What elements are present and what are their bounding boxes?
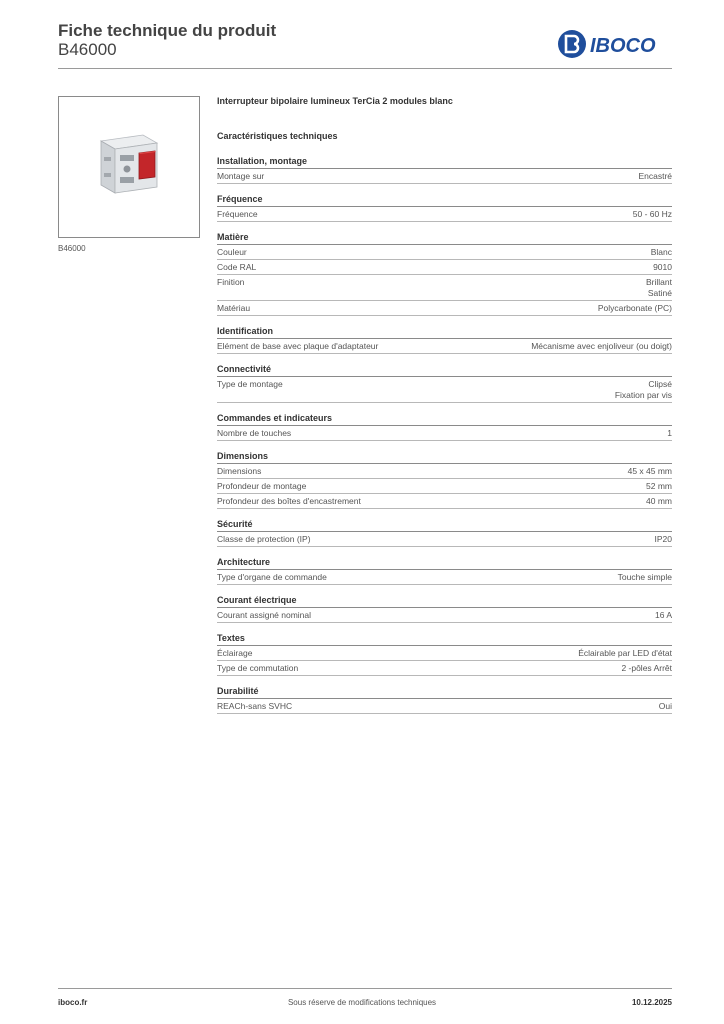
spec-value-line: 16 A xyxy=(654,610,672,620)
spec-row xyxy=(217,245,672,260)
spec-value-line: 50 - 60 Hz xyxy=(632,209,672,219)
spec-section xyxy=(217,155,672,184)
spec-label: Profondeur des boîtes d'encastrement xyxy=(217,496,361,506)
spec-value xyxy=(618,572,672,583)
spec-value xyxy=(653,262,672,273)
spec-value xyxy=(659,701,672,712)
spec-section-title: Fréquence xyxy=(217,193,672,207)
spec-row xyxy=(217,661,672,676)
spec-row xyxy=(217,301,672,316)
spec-value xyxy=(628,466,672,477)
spec-section xyxy=(217,325,672,354)
spec-value-line: Touche simple xyxy=(617,572,672,582)
spec-section xyxy=(217,231,672,316)
spec-section xyxy=(217,363,672,403)
spec-label: Type de commutation xyxy=(217,663,299,673)
spec-section xyxy=(217,594,672,623)
footer-date: 10.12.2025 xyxy=(631,998,672,1007)
spec-value-line: Encastré xyxy=(638,171,672,181)
spec-section-title: Courant électrique xyxy=(217,594,672,608)
spec-value-line: 9010 xyxy=(653,262,672,272)
spec-section-title: Identification xyxy=(217,325,672,339)
spec-section-title: Sécurité xyxy=(217,518,672,532)
footer-website: iboco.fr xyxy=(58,998,88,1007)
spec-row xyxy=(217,207,672,222)
spec-value xyxy=(633,209,672,220)
spec-value xyxy=(655,610,672,621)
spec-row xyxy=(217,570,672,585)
spec-label: Type de montage xyxy=(217,379,283,389)
spec-label: Nombre de touches xyxy=(217,428,292,438)
spec-label: Matériau xyxy=(217,303,251,313)
spec-value xyxy=(655,534,673,545)
spec-value xyxy=(646,481,672,492)
spec-label: Montage sur xyxy=(217,171,265,181)
spec-section-title: Durabilité xyxy=(217,685,672,699)
spec-row xyxy=(217,339,672,354)
spec-value-line: Satiné xyxy=(647,288,672,298)
spec-row xyxy=(217,275,672,301)
specs-title: Caractéristiques techniques xyxy=(217,131,338,141)
spec-section-title: Connectivité xyxy=(217,363,672,377)
spec-value xyxy=(598,303,672,314)
spec-value-line: Éclairable par LED d'état xyxy=(578,648,672,658)
header-divider xyxy=(58,68,672,69)
spec-label: Classe de protection (IP) xyxy=(217,534,311,544)
spec-section xyxy=(217,632,672,676)
spec-value xyxy=(646,496,672,507)
image-caption: B46000 xyxy=(58,244,86,253)
spec-section xyxy=(217,556,672,585)
spec-section-title: Matière xyxy=(217,231,672,245)
spec-row xyxy=(217,608,672,623)
spec-value-line: Blanc xyxy=(650,247,672,257)
spec-section xyxy=(217,412,672,441)
spec-label: Type d'organe de commande xyxy=(217,572,327,582)
footer-disclaimer: Sous réserve de modifications techniques xyxy=(287,998,437,1007)
spec-value xyxy=(667,428,672,439)
spec-section-title: Architecture xyxy=(217,556,672,570)
spec-value-line: Fixation par vis xyxy=(614,390,672,400)
spec-value-line: IP20 xyxy=(654,534,672,544)
spec-section-title: Commandes et indicateurs xyxy=(217,412,672,426)
spec-value-line: 40 mm xyxy=(646,496,672,506)
spec-value xyxy=(651,247,672,258)
spec-label: Finition xyxy=(217,277,245,287)
spec-value xyxy=(646,277,672,299)
spec-label: Éclairage xyxy=(217,648,253,658)
spec-value-line: 52 mm xyxy=(646,481,672,491)
spec-row xyxy=(217,260,672,275)
spec-row xyxy=(217,464,672,479)
spec-value xyxy=(615,379,672,401)
spec-value xyxy=(531,341,672,352)
footer-divider xyxy=(58,988,672,989)
spec-label: Profondeur de montage xyxy=(217,481,307,491)
spec-label: Fréquence xyxy=(217,209,258,219)
spec-row xyxy=(217,646,672,661)
spec-row xyxy=(217,169,672,184)
spec-value xyxy=(638,171,672,182)
spec-value xyxy=(578,648,672,659)
spec-section-title: Dimensions xyxy=(217,450,672,464)
spec-label: Code RAL xyxy=(217,262,257,272)
spec-label: Dimensions xyxy=(217,466,262,476)
spec-label: Couleur xyxy=(217,247,247,257)
spec-row xyxy=(217,532,672,547)
product-code: B46000 xyxy=(58,40,117,59)
product-image xyxy=(58,96,200,238)
spec-value-line: 45 x 45 mm xyxy=(627,466,672,476)
spec-value-line: 1 xyxy=(667,428,672,438)
spec-section xyxy=(217,685,672,714)
spec-row xyxy=(217,426,672,441)
spec-value-line: Oui xyxy=(658,701,672,711)
spec-section xyxy=(217,193,672,222)
spec-value-line: 2 -pôles Arrêt xyxy=(621,663,672,673)
spec-section-title: Textes xyxy=(217,632,672,646)
spec-value-line: Mécanisme avec enjoliveur (ou doigt) xyxy=(531,341,672,351)
spec-row xyxy=(217,699,672,714)
switch-illustration xyxy=(59,97,201,239)
page-title: Fiche technique du produit xyxy=(58,21,277,40)
spec-row xyxy=(217,479,672,494)
iboco-logo xyxy=(557,28,675,60)
spec-section xyxy=(217,450,672,509)
spec-row xyxy=(217,494,672,509)
brand-wordmark: IBOCO xyxy=(590,35,656,57)
spec-value-line: Polycarbonate (PC) xyxy=(597,303,672,313)
spec-label: Courant assigné nominal xyxy=(217,610,312,620)
spec-value xyxy=(621,663,672,674)
spec-row xyxy=(217,377,672,403)
spec-value-line: Clipsé xyxy=(648,379,672,389)
spec-section xyxy=(217,518,672,547)
spec-section-title: Installation, montage xyxy=(217,155,672,169)
spec-label: Elément de base avec plaque d'adaptateur xyxy=(217,341,379,351)
product-name: Interrupteur bipolaire lumineux TerCia 2 modules blanc xyxy=(217,96,453,106)
spec-value-line: Brillant xyxy=(646,277,672,287)
specs-table xyxy=(217,155,672,723)
spec-label: REACh-sans SVHC xyxy=(217,701,293,711)
